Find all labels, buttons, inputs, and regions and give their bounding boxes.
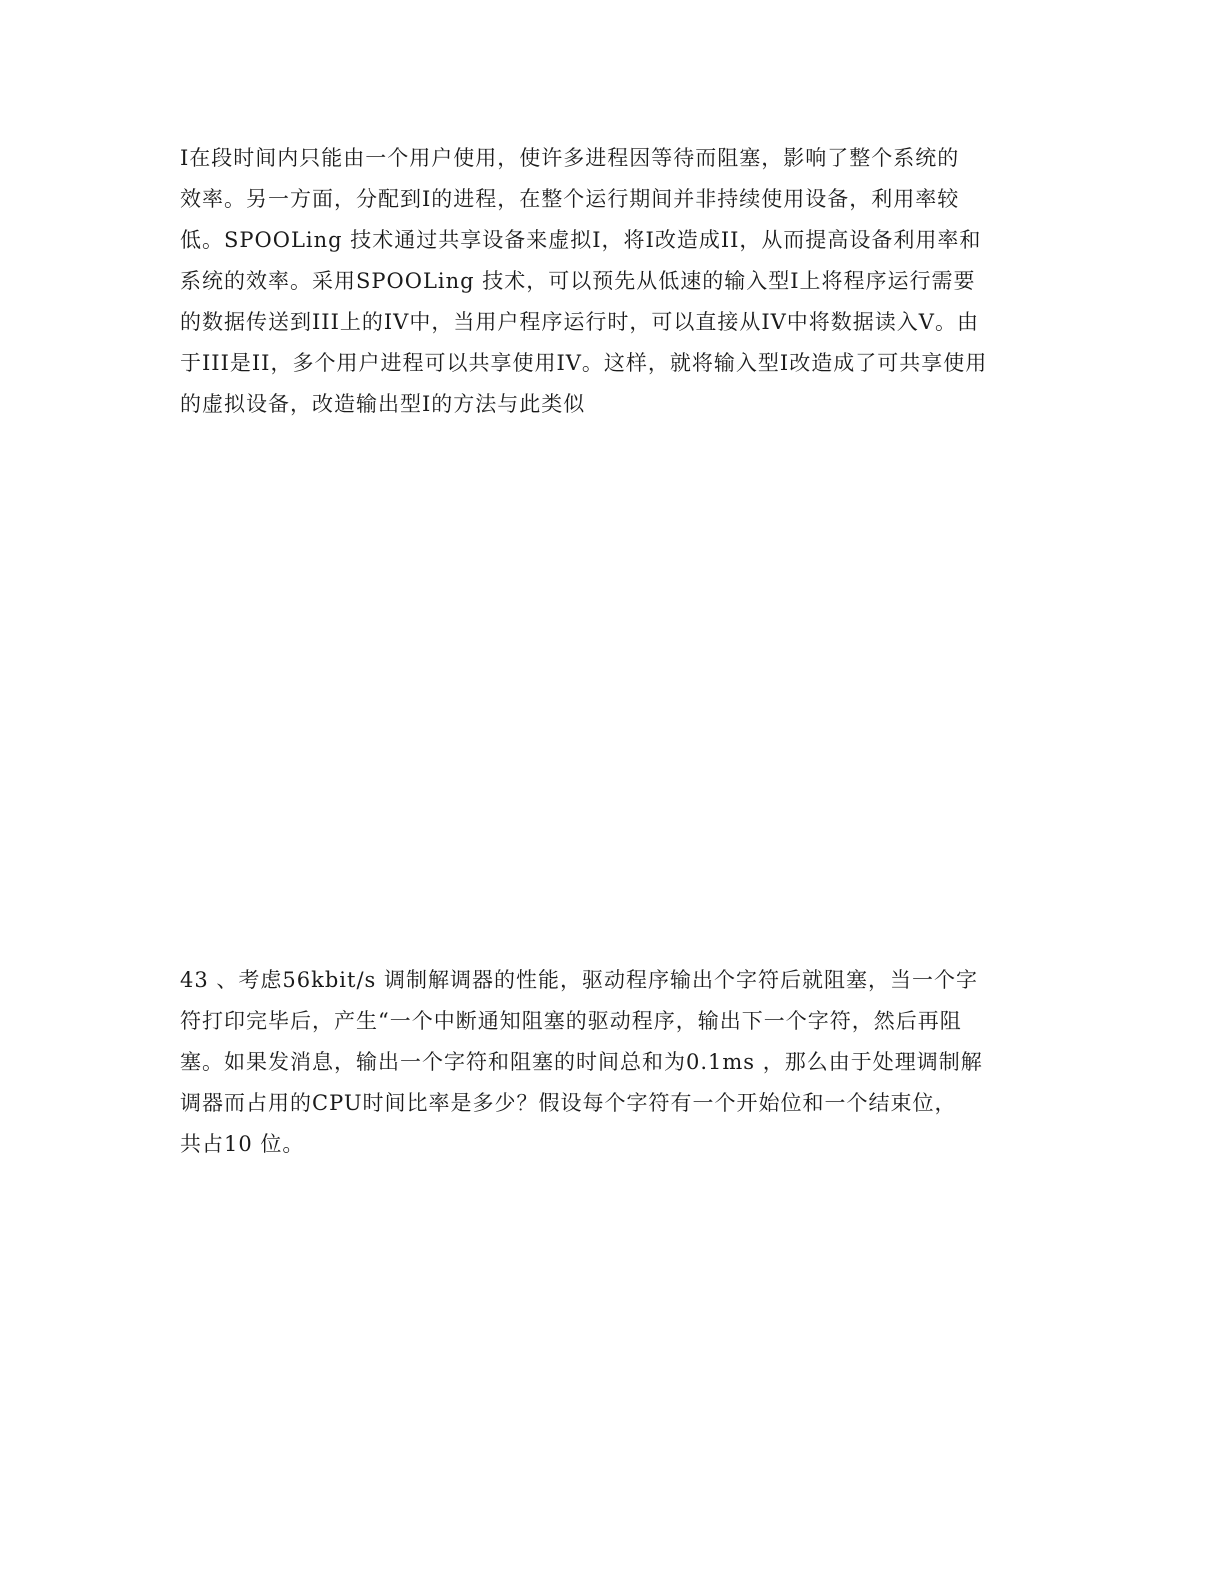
paragraph-question-43 — [180, 960, 1040, 1165]
text-line: 的数据传送到III上的IV中，当用户程序运行时，可以直接从IV中将数据读入V。由 — [180, 310, 979, 334]
text-line: 的虚拟设备，改造输出型I的方法与此类似 — [180, 392, 586, 416]
text-line: 系统的效率。采用SPOOLing 技术，可以预先从低速的输入型I上将程序运行需要 — [180, 269, 976, 293]
text-line: I在段时间内只能由一个用户使用，使许多进程因等待而阻塞，影响了整个系统的 — [180, 146, 960, 170]
text-line: 符打印完毕后，产生“一个中断通知阻塞的驱动程序，输出下一个字符，然后再阻 — [180, 1009, 962, 1033]
text-line: 低。SPOOLing 技术通过共享设备来虚拟I，将I改造成II，从而提高设备利用率和 — [180, 228, 982, 252]
text-line: 塞。如果发消息，输出一个字符和阻塞的时间总和为0.1ms ，那么由于处理调制解 — [180, 1050, 983, 1074]
text-line: 于III是II，多个用户进程可以共享使用IV。这样，就将输入型I改造成了可共享使用 — [180, 351, 988, 375]
text-line: 43 、考虑56kbit/s 调制解调器的性能，驱动程序输出个字符后就阻塞，当一个字 — [180, 968, 978, 992]
text-line: 效率。另一方面，分配到I的进程，在整个运行期间并非持续使用设备，利用率较 — [180, 187, 960, 211]
paragraph-spooling-explanation — [180, 138, 1040, 425]
text-line: 调器而占用的CPU时间比率是多少？假设每个字符有一个开始位和一个结束位， — [180, 1091, 957, 1115]
text-line: 共占10 位。 — [180, 1132, 305, 1156]
